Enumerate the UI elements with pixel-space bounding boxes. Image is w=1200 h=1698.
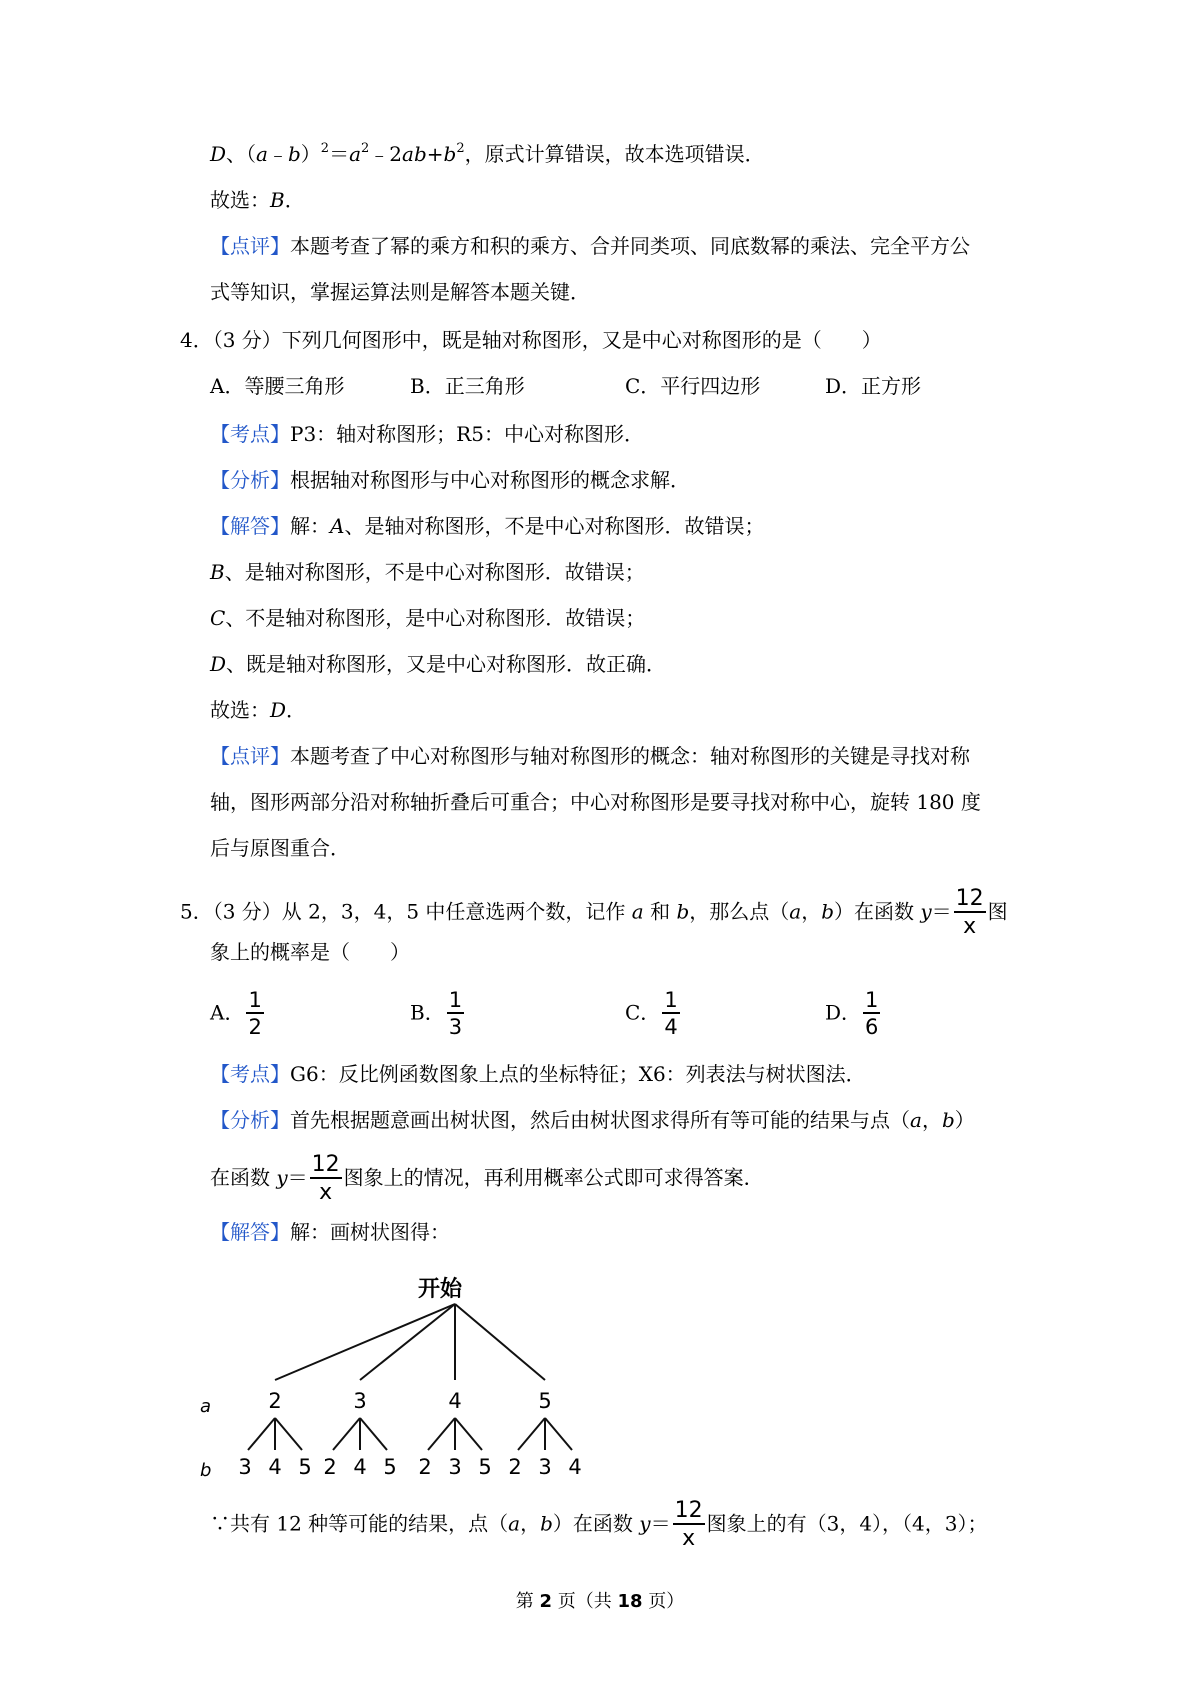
q5-option-b: B． $\frac{1}{3}$ bbox=[410, 988, 463, 1039]
fraction: $\frac{1}{2}$ bbox=[248, 988, 262, 1039]
fraction: $\frac{1}{3}$ bbox=[448, 988, 463, 1039]
page-footer: 第 2 页（共 18 页） bbox=[515, 1591, 685, 1612]
q5-option-c: C． $\frac{1}{4}$ bbox=[625, 988, 678, 1039]
q5-option-a: A． $\frac{1}{2}$ bbox=[210, 988, 262, 1039]
q4-option-d: D．正方形 bbox=[825, 374, 922, 398]
q4-fenxi: 【分析】根据轴对称图形与中心对称图形的概念求解． bbox=[210, 468, 690, 492]
fraction-12-over-x: $\frac{12}{x}$ bbox=[955, 886, 984, 939]
tree-leaf: 3 bbox=[538, 1455, 552, 1479]
comment-tag: 【点评】 bbox=[210, 234, 290, 258]
question-5-stem-2: 象上的概率是（ ） bbox=[210, 940, 410, 964]
tree-diagram bbox=[200, 1270, 680, 1485]
solution-line-d: D、$(a﹣b)^2=a^2﹣2ab+b^2$，原式计算错误，故本选项错误． bbox=[210, 141, 765, 166]
q4-option-a: A．等腰三角形 bbox=[210, 374, 345, 398]
q5-jieda: 【解答】解：画树状图得： bbox=[210, 1220, 450, 1244]
q4-option-b: B．正三角形 bbox=[410, 374, 525, 398]
q5-conclusion: ∵共有 12 种等可能的结果，点（a，b）在函数 y＝ $\frac{12}{x}$ 图象上的有（3，4），（4，3）； bbox=[210, 1498, 988, 1551]
fraction-12-over-x: $\frac{12}{x}$ bbox=[674, 1498, 703, 1551]
tree-leaf: 5 bbox=[383, 1455, 397, 1479]
tree-leaf: 4 bbox=[353, 1455, 367, 1479]
tree-leaf: 2 bbox=[323, 1455, 337, 1479]
q4-jieda-b: B、是轴对称图形，不是中心对称图形．故错误； bbox=[210, 560, 645, 584]
q4-dianping-2: 轴，图形两部分沿对称轴折叠后可重合；中心对称图形是要寻找对称中心，旋转 180 度 bbox=[210, 790, 981, 814]
q5-kaodian: 【考点】G6：反比例函数图象上点的坐标特征；X6：列表法与树状图法． bbox=[210, 1062, 866, 1086]
tree-node: 5 bbox=[538, 1389, 552, 1413]
tree-leaf: 4 bbox=[268, 1455, 282, 1479]
tree-leaf: 5 bbox=[478, 1455, 492, 1479]
answer-line: 故选：B． bbox=[210, 188, 305, 212]
q4-kaodian: 【考点】P3：轴对称图形；R5：中心对称图形． bbox=[210, 422, 644, 446]
fraction-12-over-x: $\frac{12}{x}$ bbox=[311, 1152, 340, 1205]
comment-line-1: 【点评】本题考查了幂的乘方和积的乘方、合并同类项、同底数幂的乘法、完全平方公 bbox=[210, 234, 970, 258]
tree-root: 开始 bbox=[418, 1277, 463, 1302]
q4-dianping-1: 【点评】本题考查了中心对称图形与轴对称图形的概念：轴对称图形的关键是寻找对称 bbox=[210, 744, 970, 768]
comment-line-2: 式等知识，掌握运算法则是解答本题关键． bbox=[210, 280, 590, 304]
question-4-stem: 4．（3 分）下列几何图形中，既是轴对称图形，又是中心对称图形的是（ ） bbox=[180, 328, 882, 352]
tree-leaf: 5 bbox=[298, 1455, 312, 1479]
q4-answer: 故选：D． bbox=[210, 698, 307, 722]
q4-option-c: C．平行四边形 bbox=[625, 374, 761, 398]
tree-leaf: 2 bbox=[418, 1455, 432, 1479]
q4-jieda-d: D、既是轴对称图形，又是中心对称图形．故正确． bbox=[210, 652, 667, 676]
fraction: $\frac{1}{6}$ bbox=[865, 988, 879, 1039]
tree-node: 3 bbox=[353, 1389, 367, 1413]
tree-row-a-label: a bbox=[200, 1396, 212, 1417]
question-5-stem: 5．（3 分）从 2，3，4，5 中任意选两个数，记作 a 和 b，那么点（a，b）在函数 y＝ $\frac{12}{x}$ 图 bbox=[180, 886, 1008, 939]
q5-fenxi-2: 在函数 y＝ $\frac{12}{x}$ 图象上的情况，再利用概率公式即可求得答案． bbox=[210, 1152, 764, 1205]
tree-node: 4 bbox=[448, 1389, 462, 1413]
tree-leaf: 3 bbox=[448, 1455, 462, 1479]
q5-option-d: D． $\frac{1}{6}$ bbox=[825, 988, 879, 1039]
q5-fenxi-1: 【分析】首先根据题意画出树状图，然后由树状图求得所有等可能的结果与点（a，b） bbox=[210, 1108, 975, 1132]
tree-node: 2 bbox=[268, 1389, 282, 1413]
q4-jieda-c: C、不是轴对称图形，是中心对称图形．故错误； bbox=[210, 606, 646, 630]
q4-jieda-a: 【解答】解：A、是轴对称图形，不是中心对称图形．故错误； bbox=[210, 514, 765, 538]
tree-leaf: 3 bbox=[238, 1455, 252, 1479]
fraction: $\frac{1}{4}$ bbox=[664, 988, 678, 1039]
tree-row-b-label: b bbox=[200, 1460, 212, 1481]
q4-dianping-3: 后与原图重合． bbox=[210, 836, 350, 860]
tree-leaf: 4 bbox=[568, 1455, 582, 1479]
tree-leaf: 2 bbox=[508, 1455, 522, 1479]
